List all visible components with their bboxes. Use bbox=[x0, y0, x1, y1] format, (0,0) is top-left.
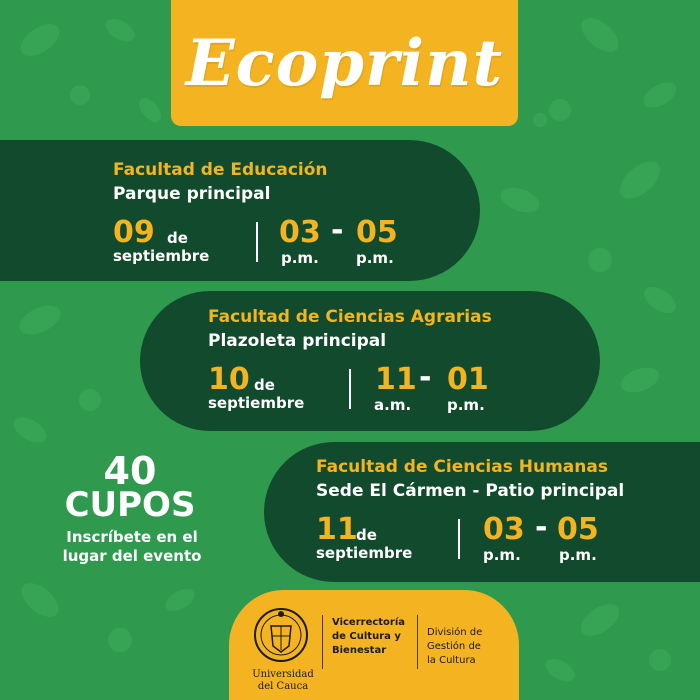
title-banner bbox=[171, 0, 518, 126]
event-de: de bbox=[167, 229, 188, 247]
vicerrectoria-line-2: de Cultura y bbox=[332, 631, 401, 642]
event-day: 09 bbox=[113, 215, 155, 250]
time-dash: - bbox=[331, 213, 344, 248]
event-day: 10 bbox=[208, 362, 250, 397]
event-place: Parque principal bbox=[113, 184, 271, 204]
cupos-word: CUPOS bbox=[64, 485, 196, 525]
event-month: septiembre bbox=[316, 544, 413, 562]
footer-divider bbox=[322, 615, 323, 669]
end-period: p.m. bbox=[447, 396, 485, 414]
end-period: p.m. bbox=[356, 249, 394, 267]
event-month: septiembre bbox=[113, 247, 210, 265]
separator bbox=[349, 369, 351, 409]
start-hour: 11 bbox=[375, 362, 417, 397]
time-dash: - bbox=[419, 360, 432, 395]
event-place: Plazoleta principal bbox=[208, 331, 387, 351]
footer-divider bbox=[417, 615, 418, 669]
end-hour: 05 bbox=[356, 215, 398, 250]
university-name-line-1: Universidad bbox=[252, 669, 314, 680]
separator bbox=[458, 519, 460, 559]
division-line-1: División de bbox=[427, 627, 483, 638]
cupos-line-1: Inscríbete en el bbox=[66, 528, 198, 546]
cupos-line-2: lugar del evento bbox=[62, 547, 202, 565]
title: Ecoprint bbox=[185, 25, 504, 101]
university-name-line-2: del Cauca bbox=[257, 681, 309, 692]
end-hour: 05 bbox=[557, 512, 599, 547]
start-period: p.m. bbox=[483, 546, 521, 564]
start-period: a.m. bbox=[374, 396, 412, 414]
faculty-name: Facultad de Educación bbox=[113, 160, 328, 180]
event-de: de bbox=[254, 376, 275, 394]
division-line-2: Gestión de bbox=[427, 641, 481, 652]
division-line-3: la Cultura bbox=[427, 655, 476, 666]
event-day: 11 bbox=[316, 512, 358, 547]
end-hour: 01 bbox=[447, 362, 489, 397]
separator bbox=[256, 222, 258, 262]
time-dash: - bbox=[535, 510, 548, 545]
start-hour: 03 bbox=[483, 512, 525, 547]
university-seal-icon bbox=[252, 604, 310, 666]
vicerrectoria-line-1: Vicerrectoría bbox=[332, 617, 406, 628]
event-month: septiembre bbox=[208, 394, 305, 412]
start-hour: 03 bbox=[279, 215, 321, 250]
event-de: de bbox=[356, 526, 377, 544]
cupos-number: 40 bbox=[103, 449, 157, 493]
faculty-name: Facultad de Ciencias Humanas bbox=[316, 457, 608, 477]
end-period: p.m. bbox=[559, 546, 597, 564]
event-place: Sede El Cármen - Patio principal bbox=[316, 481, 625, 501]
faculty-name: Facultad de Ciencias Agrarias bbox=[208, 307, 492, 327]
start-period: p.m. bbox=[281, 249, 319, 267]
vicerrectoria-line-3: Bienestar bbox=[332, 645, 387, 656]
